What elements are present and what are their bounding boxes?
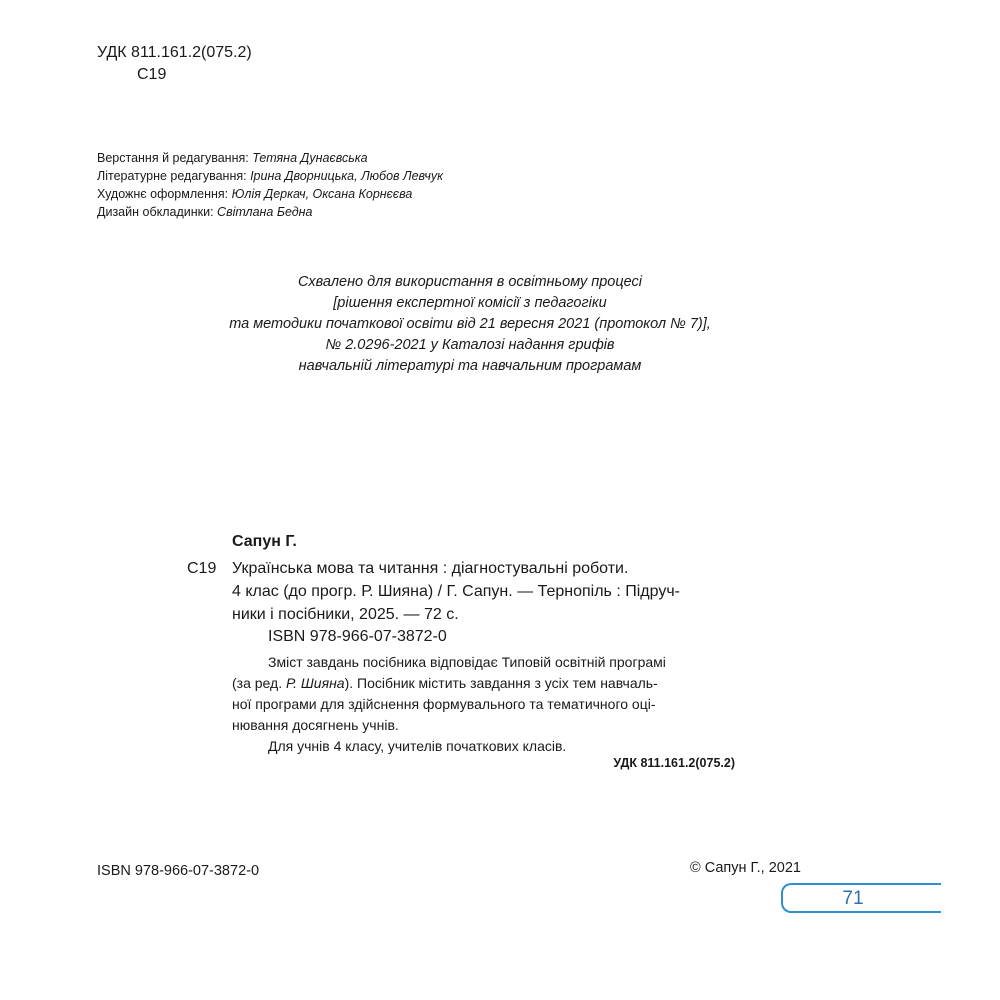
credit-value: Ірина Дворницька, Любов Левчук — [250, 169, 443, 183]
annotation-line: нювання досягнень учнів. — [232, 717, 399, 733]
audience-line: Для учнів 4 класу, учителів початкових класів. — [268, 738, 567, 754]
bibliographic-entry-line: Українська мова та читання : діагностувальні роботи. — [232, 560, 629, 577]
approval-line: та методики початкової освіти від 21 вересня 2021 (протокол № 7)], — [229, 316, 711, 332]
copyright-notice: © Сапун Г., 2021 — [690, 860, 801, 876]
footer-isbn: ISBN 978-966-07-3872-0 — [97, 863, 260, 879]
approval-statement — [150, 272, 790, 377]
credit-line — [97, 187, 412, 201]
author-mark: С19 — [137, 66, 167, 83]
credit-value: Тетяна Дунаєвська — [252, 151, 368, 165]
credit-value: Світлана Бедна — [217, 205, 313, 219]
annotation-text: (за ред. — [232, 675, 286, 691]
credit-line — [97, 205, 313, 219]
credit-label: Літературне редагування: — [97, 169, 247, 183]
approval-line: Схвалено для використання в освітньому процесі — [297, 274, 643, 290]
card-udk-code: УДК 811.161.2(075.2) — [613, 756, 735, 770]
annotation-text: ). Посібник містить завдання з усіх тем навчаль- — [344, 675, 658, 691]
credit-label: Дизайн обкладинки: — [97, 205, 214, 219]
credit-value: Юлія Деркач, Оксана Корнєєва — [231, 187, 413, 201]
udk-code: УДК 811.161.2(075.2) — [97, 44, 252, 61]
card-author: Сапун Г. — [232, 533, 297, 550]
approval-line: навчальній літературі та навчальним програмам — [298, 358, 642, 374]
bibliographic-entry-line: ники і посібники, 2025. — 72 с. — [232, 606, 459, 623]
annotation-line — [232, 675, 658, 691]
page-number-tab — [781, 883, 941, 913]
card-author-mark: С19 — [187, 560, 217, 577]
credit-line — [97, 169, 443, 183]
annotation-line: Зміст завдань посібника відповідає Типовій освітній програмі — [268, 654, 666, 670]
credit-line — [97, 151, 368, 165]
approval-line: [рішення експертної комісії з педагогіки — [333, 295, 607, 311]
page-number: 71 — [842, 888, 864, 909]
credit-label: Художнє оформлення: — [97, 187, 229, 201]
annotation-editor: Р. Шияна — [285, 675, 345, 691]
approval-line: № 2.0296-2021 у Каталозі надання грифів — [325, 337, 615, 353]
annotation-line: ної програми для здійснення формувального та тематичного оці- — [232, 696, 656, 712]
card-isbn: ISBN 978-966-07-3872-0 — [268, 628, 447, 645]
bibliographic-entry-line: 4 клас (до прогр. Р. Шияна) / Г. Сапун. — Тернопіль : Підруч- — [232, 583, 680, 600]
credit-label: Верстання й редагування: — [97, 151, 249, 165]
